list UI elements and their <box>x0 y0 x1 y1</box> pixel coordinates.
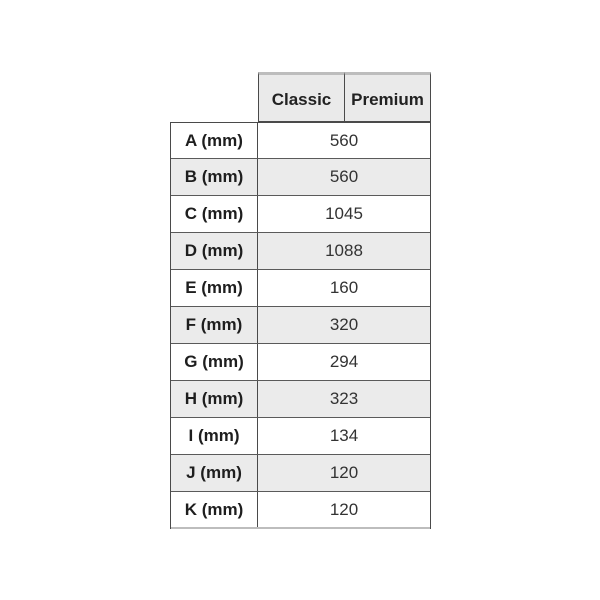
column-header-classic: Classic <box>258 72 345 122</box>
table-row <box>171 159 430 196</box>
row-value: 120 <box>329 499 359 519</box>
table-row <box>171 307 430 344</box>
table-row <box>171 122 430 159</box>
table-row <box>171 492 430 529</box>
row-value: 134 <box>329 426 359 445</box>
row-value: 160 <box>329 278 359 297</box>
row-label: G (mm) <box>171 344 258 380</box>
row-value: 560 <box>329 167 359 186</box>
dimensions-table <box>170 72 431 529</box>
table-row <box>171 455 430 492</box>
row-label: I (mm) <box>171 418 258 454</box>
table-row <box>171 344 430 381</box>
row-label: A (mm) <box>171 123 258 158</box>
table-row <box>171 418 430 455</box>
row-value: 1088 <box>325 241 363 260</box>
column-header-premium: Premium <box>345 72 431 122</box>
row-value: 120 <box>329 463 359 482</box>
row-value: 560 <box>329 130 359 150</box>
table-header <box>170 72 431 122</box>
table-row <box>171 196 430 233</box>
row-value: 320 <box>329 315 359 334</box>
row-label: F (mm) <box>171 307 258 343</box>
table-row <box>171 233 430 270</box>
row-label: E (mm) <box>171 270 258 306</box>
row-label: H (mm) <box>171 381 258 417</box>
row-label: D (mm) <box>171 233 258 269</box>
table-row <box>171 270 430 307</box>
row-value: 294 <box>329 352 359 371</box>
table-body <box>170 122 431 529</box>
row-label: B (mm) <box>171 159 258 195</box>
header-blank-corner <box>170 72 258 122</box>
row-label: K (mm) <box>171 492 258 527</box>
table-row <box>171 381 430 418</box>
row-value: 1045 <box>325 204 363 223</box>
row-label: C (mm) <box>171 196 258 232</box>
row-label: J (mm) <box>171 455 258 491</box>
row-value: 323 <box>329 389 359 408</box>
